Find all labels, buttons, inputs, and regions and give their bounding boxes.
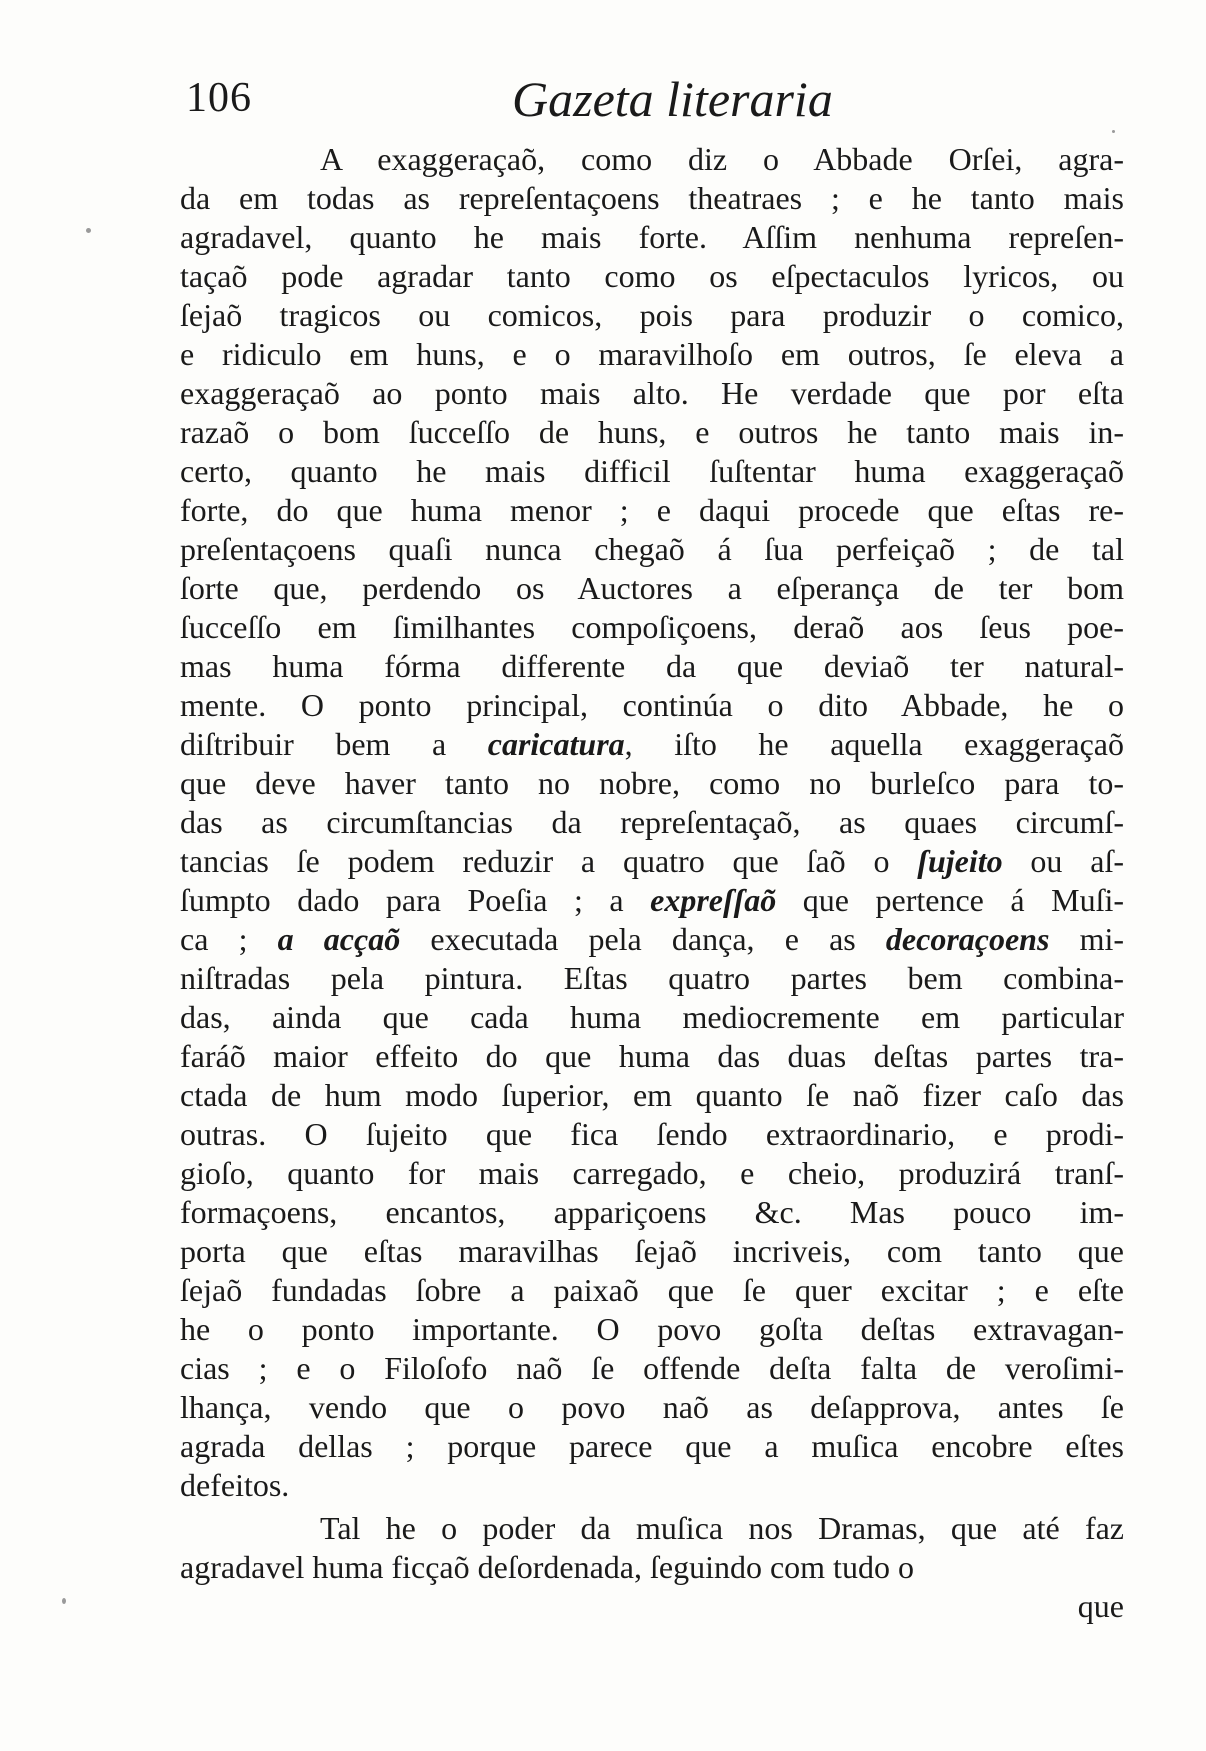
text-line <box>180 1115 1124 1154</box>
text-line <box>180 881 1124 920</box>
text-run: certo, quanto he mais difficil ſuſtentar huma exaggeraçaõ <box>180 453 1124 489</box>
text-line <box>180 725 1124 764</box>
text-run: e ridiculo em huns, e o maravilhoſo em outros, ſe eleva a <box>180 336 1124 372</box>
text-run: A exaggeraçaõ, como diz o Abbade Orſei, agra- <box>320 141 1124 177</box>
text-line <box>180 1427 1124 1466</box>
text-run: Tal he o poder da muſica nos Dramas, que até faz <box>320 1510 1124 1546</box>
text-run: mente. O ponto principal, continúa o dito Abbade, he o <box>180 687 1124 723</box>
scan-speck <box>1112 130 1115 133</box>
paragraph-1 <box>180 140 1124 1505</box>
text-run: ſorte que, perdendo os Auctores a eſperança de ter bom <box>180 570 1124 606</box>
text-line <box>180 140 1124 179</box>
text-run: lhança, vendo que o povo naõ as deſapprova, antes ſe <box>180 1389 1124 1425</box>
text-line <box>180 608 1124 647</box>
text-run: ſucceſſo em ſimilhantes compoſiçoens, deraõ aos ſeus poe- <box>180 609 1124 645</box>
text-run: porta que eſtas maravilhas ſejaõ incriveis, com tanto que <box>180 1233 1124 1269</box>
text-run: outras. O ſujeito que fica ſendo extraordinario, e prodi- <box>180 1116 1124 1152</box>
text-run: gioſo, quanto for mais carregado, e cheio, produzirá tranſ- <box>180 1155 1124 1191</box>
text-run: taçaõ pode agradar tanto como os eſpectaculos lyricos, ou <box>180 258 1124 294</box>
text-line <box>180 764 1124 803</box>
running-title: Gazeta literaria <box>512 71 833 127</box>
text-line <box>180 413 1124 452</box>
text-run: formaçoens, encantos, appariçoens &c. Mas pouco im- <box>180 1194 1124 1230</box>
scan-speck <box>62 1598 66 1604</box>
text-line <box>180 1193 1124 1232</box>
text-line <box>180 920 1124 959</box>
text-run: que deve haver tanto no nobre, como no burleſco para to- <box>180 765 1124 801</box>
italic-term: expreſſaõ <box>650 882 777 918</box>
text-line <box>180 335 1124 374</box>
italic-term: decoraçoens <box>885 921 1050 957</box>
text-run: cias ; e o Filoſofo naõ ſe offende deſta falta de veroſimi- <box>180 1350 1124 1386</box>
text-run: faráõ maior effeito do que huma das duas deſtas partes tra- <box>180 1038 1124 1074</box>
text-run: ſumpto dado para Poeſia ; a <box>180 882 651 918</box>
paragraph-2 <box>180 1509 1124 1587</box>
page-number: 106 <box>186 75 252 121</box>
text-line <box>180 1076 1124 1115</box>
text-line <box>180 959 1124 998</box>
text-run: agradavel huma ficçaõ deſordenada, ſeguindo com tudo o <box>180 1549 914 1585</box>
catchword: que <box>1077 1588 1124 1624</box>
text-line <box>180 569 1124 608</box>
text-run: niſtradas pela pintura. Eſtas quatro partes bem combina- <box>180 960 1124 996</box>
text-line <box>180 218 1124 257</box>
text-line <box>180 1388 1124 1427</box>
scan-speck <box>86 228 91 233</box>
text-line <box>180 1548 1124 1587</box>
text-line <box>180 530 1124 569</box>
text-run: executada pela dança, e as <box>400 921 886 957</box>
text-line <box>180 1466 1124 1505</box>
text-line <box>180 1509 1124 1548</box>
text-line <box>180 374 1124 413</box>
text-run: , iſto he aquella exaggeraçaõ <box>624 726 1125 762</box>
text-line <box>180 686 1124 725</box>
text-line <box>180 647 1124 686</box>
text-run: ou aſ- <box>1002 843 1125 879</box>
text-line <box>180 803 1124 842</box>
text-run: preſentaçoens quaſi nunca chegaõ á ſua perfeiçaõ ; de tal <box>180 531 1124 567</box>
text-run: que pertence á Muſi- <box>776 882 1124 918</box>
text-run: agradavel, quanto he mais forte. Aſſim nenhuma repreſen- <box>180 219 1124 255</box>
text-line <box>180 257 1124 296</box>
text-run: tancias ſe podem reduzir a quatro que ſaõ o <box>180 843 918 879</box>
text-line <box>180 491 1124 530</box>
text-run: mi- <box>1049 921 1125 957</box>
text-run: mas huma fórma differente da que deviaõ ter natural- <box>180 648 1124 684</box>
text-run: das as circumſtancias da repreſentaçaõ, as quaes circumſ- <box>180 804 1124 840</box>
text-run: forte, do que huma menor ; e daqui procede que eſtas re- <box>180 492 1124 528</box>
text-line <box>180 998 1124 1037</box>
text-run: ca ; <box>180 921 278 957</box>
text-line <box>180 1154 1124 1193</box>
text-run: ctada de hum modo ſuperior, em quanto ſe naõ fizer caſo das <box>180 1077 1124 1113</box>
italic-term: caricatura <box>487 726 625 762</box>
text-run: defeitos. <box>180 1467 290 1503</box>
text-line <box>180 1349 1124 1388</box>
text-run: exaggeraçaõ ao ponto mais alto. He verdade que por eſta <box>180 375 1124 411</box>
text-line <box>180 842 1124 881</box>
text-run: agrada dellas ; porque parece que a muſica encobre eſtes <box>180 1428 1124 1464</box>
text-run: ſejaõ fundadas ſobre a paixaõ que ſe quer excitar ; e eſte <box>180 1272 1124 1308</box>
text-line <box>180 452 1124 491</box>
text-run: das, ainda que cada huma mediocremente em particular <box>180 999 1124 1035</box>
text-run: da em todas as repreſentaçoens theatraes ; e he tanto mais <box>180 180 1124 216</box>
text-run: diſtribuir bem a <box>180 726 488 762</box>
text-line <box>180 179 1124 218</box>
text-line <box>180 1232 1124 1271</box>
text-line <box>180 296 1124 335</box>
italic-term: ſujeito <box>917 843 1003 879</box>
text-line <box>180 1310 1124 1349</box>
text-run: ſejaõ tragicos ou comicos, pois para produzir o comico, <box>180 297 1124 333</box>
text-run: razaõ o bom ſucceſſo de huns, e outros he tanto mais in- <box>180 414 1124 450</box>
text-run: he o ponto importante. O povo goſta deſtas extravagan- <box>180 1311 1124 1347</box>
body-text <box>180 140 1124 1626</box>
italic-term: a acçaõ <box>277 921 401 957</box>
text-line <box>180 1271 1124 1310</box>
page-header <box>182 70 1122 130</box>
text-line <box>180 1037 1124 1076</box>
